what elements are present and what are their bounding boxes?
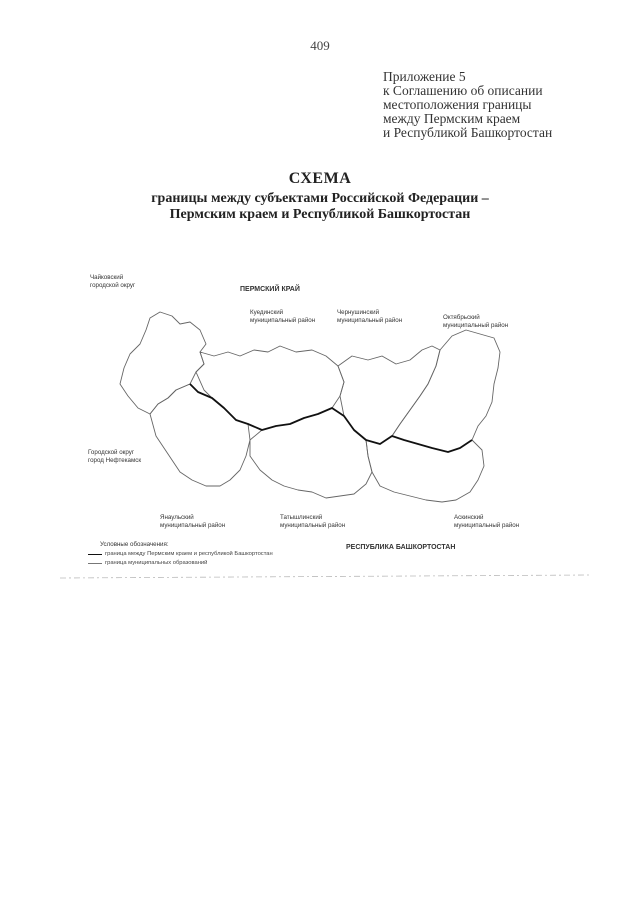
label-line: Октябрьский bbox=[443, 314, 480, 321]
district-label-chernushinsky bbox=[337, 309, 402, 325]
label-line: Аскинский bbox=[454, 514, 484, 521]
label-line: Янаульский bbox=[160, 514, 194, 521]
label-line: Куединский bbox=[250, 309, 284, 316]
district-label-kuedinsky bbox=[250, 309, 315, 325]
appendix-line: к Соглашению об описании bbox=[383, 83, 543, 98]
appendix-line: местоположения границы bbox=[383, 97, 532, 112]
scan-line bbox=[60, 575, 590, 578]
legend-swatch-municipal bbox=[88, 563, 102, 564]
region-label-bashkortostan: РЕСПУБЛИКА БАШКОРТОСТАН bbox=[346, 544, 456, 551]
document-title: СХЕМА bbox=[288, 170, 352, 187]
district-label-tatyshlinsky bbox=[280, 514, 345, 530]
district-kuedinsky-outline bbox=[196, 346, 344, 430]
district-label-chaikovsky bbox=[90, 274, 135, 290]
label-line: муниципальный район bbox=[160, 522, 226, 529]
label-line: город Нефтекамск bbox=[88, 457, 142, 464]
legend-item-municipal bbox=[88, 560, 207, 566]
appendix-line: между Пермским краем bbox=[383, 111, 521, 126]
legend-text-regional: граница между Пермским краем и республикой Башкортостан bbox=[105, 551, 273, 557]
legend-item-regional bbox=[88, 551, 273, 557]
label-line: муниципальный район bbox=[454, 522, 520, 529]
legend-text-municipal: граница муниципальных образований bbox=[105, 560, 208, 566]
page-number: 409 bbox=[310, 38, 330, 53]
district-label-neftekamsk bbox=[88, 449, 141, 465]
label-line: Городской округ bbox=[88, 449, 135, 456]
label-line: Чайковский bbox=[90, 274, 124, 281]
district-tatyshlinsky-outline bbox=[250, 408, 372, 498]
label-line: Татышлинский bbox=[280, 514, 323, 521]
regional-border bbox=[190, 384, 472, 452]
district-label-askinsky bbox=[454, 514, 519, 530]
subtitle-line: границы между субъектами Российской Федерации – bbox=[151, 191, 489, 206]
district-label-oktyabrsky bbox=[443, 314, 508, 330]
label-line: городской округ bbox=[90, 282, 136, 289]
district-chaikovsky-outline bbox=[120, 312, 206, 414]
label-line: муниципальный район bbox=[250, 317, 316, 324]
label-line: муниципальный район bbox=[337, 317, 403, 324]
subtitle-line: Пермским краем и Республикой Башкортостан bbox=[169, 207, 471, 222]
label-line: муниципальный район bbox=[443, 322, 509, 329]
legend-swatch-regional bbox=[88, 554, 102, 555]
appendix-line: и Республикой Башкортостан bbox=[383, 125, 553, 140]
region-label-perm: ПЕРМСКИЙ КРАЙ bbox=[240, 286, 300, 293]
label-line: муниципальный район bbox=[280, 522, 346, 529]
district-label-yanaulsky bbox=[160, 514, 225, 530]
label-line: Чернушинский bbox=[337, 309, 380, 316]
legend-heading: Условные обозначения: bbox=[100, 541, 169, 548]
district-oktyabrsky-outline bbox=[392, 330, 500, 452]
appendix-line: Приложение 5 bbox=[383, 69, 466, 84]
district-yanaulsky-outline bbox=[150, 384, 250, 486]
